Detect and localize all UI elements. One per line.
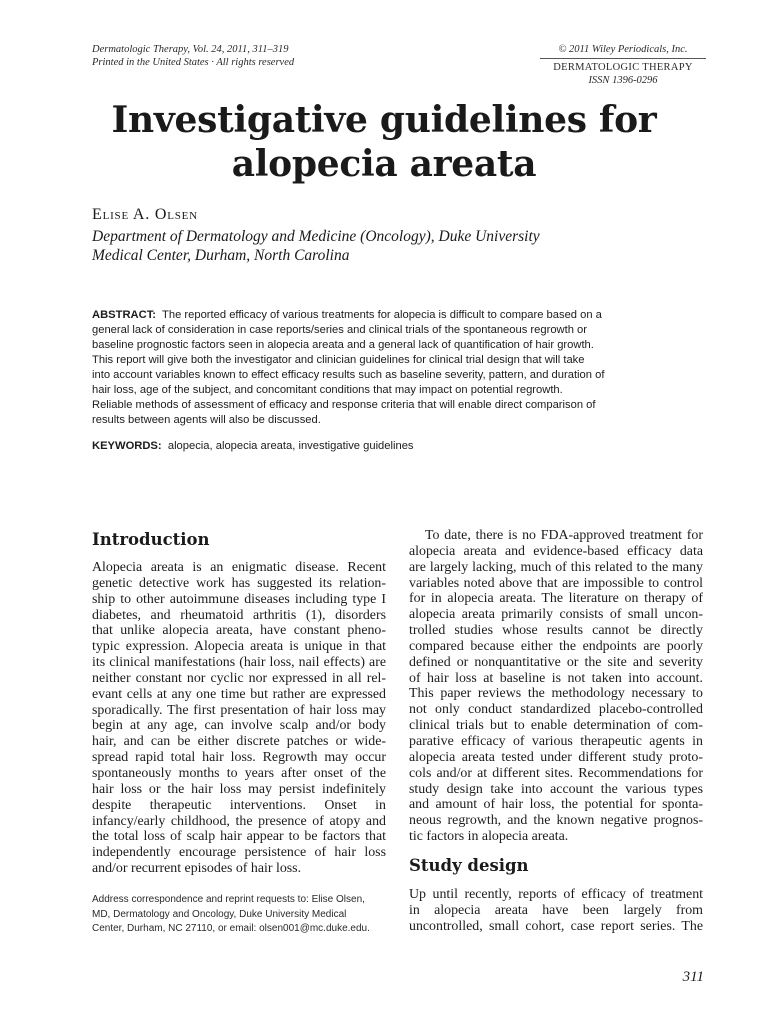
study-design-paragraph <box>409 887 703 935</box>
text-line: infancy/early childhood, the presence of atopy and <box>92 813 386 829</box>
text-line: uncontrolled, small cohort, case report series. The <box>409 918 703 934</box>
text-line: of hair loss at baseline is not taken into account. <box>409 670 703 686</box>
text-line: spontaneously months to years after onset of the <box>92 765 386 781</box>
text-line: alopecia areata and evidence-based efficacy data <box>409 543 703 559</box>
text-line: genetic detective work has suggested its relation- <box>92 575 386 591</box>
text-line: in alopecia areata have been largely from <box>409 902 703 918</box>
header-rule <box>540 58 706 59</box>
abstract-line: into account variables known to effect efficacy results such as baseline severity, pattern, and duration of <box>92 369 605 381</box>
text-line: parative efficacy of various therapeutic agents in <box>409 733 703 749</box>
abstract-line: hair loss, age of the subject, and concomitant conditions that may impact on potential regrowth. <box>92 384 563 396</box>
text-line: neither constant nor cyclic nor expressed in all rel- <box>92 670 386 686</box>
correspondence-line: Address correspondence and reprint requests to: Elise Olsen, <box>92 894 365 905</box>
section-heading-introduction: Introduction <box>92 530 210 549</box>
section-heading-study-design: Study design <box>409 856 529 875</box>
text-line: that unlike alopecia areata, have constant pheno- <box>92 623 386 639</box>
copyright-line: © 2011 Wiley Periodicals, Inc. <box>558 44 688 55</box>
right-column-paragraph <box>409 528 703 845</box>
text-line: clinical trials but to enable determination of com- <box>409 718 703 734</box>
correspondence-note <box>92 893 392 937</box>
author-affiliation <box>92 227 652 265</box>
affiliation-line: Medical Center, Durham, North Carolina <box>92 247 350 264</box>
keywords-text: alopecia, alopecia areata, investigative guidelines <box>167 440 414 452</box>
text-line: study design take into account the various types <box>409 781 703 797</box>
author-name: Elise A. Olsen <box>92 206 198 223</box>
text-line: the total loss of scalp hair appear to be factors that <box>92 829 386 845</box>
text-line: This paper reviews the methodology necessary to <box>409 686 703 702</box>
text-line: hair, and can be either discrete patches or wide- <box>92 734 386 750</box>
text-line: spread rapid total hair loss. Regrowth may occur <box>92 750 386 766</box>
text-line: Alopecia areata is an enigmatic disease. Recent <box>92 560 386 575</box>
title-line: Investigative guidelines for <box>111 99 657 141</box>
text-line: for in alopecia areata. The literature on therapy of <box>409 591 703 607</box>
text-line: Up until recently, reports of efficacy of treatment <box>409 887 703 902</box>
text-line: sporadically. The first presentation of hair loss may <box>92 702 386 718</box>
affiliation-line: Department of Dermatology and Medicine (Oncology), Duke University <box>92 228 540 245</box>
text-line: diabetes, and rheumatoid arthritis (1), disorders <box>92 607 386 623</box>
text-line: evant cells at any one time but rather are expressed <box>92 686 386 702</box>
text-line: not only conduct standardized placebo-controlled <box>409 702 703 718</box>
journal-name: DERMATOLOGIC THERAPY <box>553 62 693 73</box>
correspondence-line: Center, Durham, NC 27110, or email: olsen001@mc.duke.edu. <box>92 923 370 934</box>
abstract-line: This report will give both the investigator and clinician guidelines for clinical trial design that will take <box>92 354 585 366</box>
journal-header-right <box>540 43 706 87</box>
abstract-line: The reported efficacy of various treatments for alopecia is difficult to compare based on a <box>162 309 602 321</box>
text-line: and/or recurrent episodes of hair loss. <box>92 861 302 877</box>
printed-line: Printed in the United States · All rights reserved <box>92 57 295 68</box>
text-line: neous regrowth, and the known negative prognos- <box>409 813 703 829</box>
article-title <box>60 98 708 186</box>
keywords <box>92 439 414 454</box>
abstract-line: baseline prognostic factors seen in alopecia areata and a general lack of quantification of hair growth. <box>92 339 594 351</box>
text-line: ship to other autoimmune diseases including type I <box>92 591 386 607</box>
abstract-line: results between agents will also be discussed. <box>92 414 321 426</box>
title-line: alopecia areata <box>231 143 537 185</box>
keywords-label: KEYWORDS: <box>92 440 162 452</box>
text-line: are largely lacking, much of this related to the many <box>409 559 703 575</box>
text-line: begin at any age, can involve scalp and/or body <box>92 718 386 734</box>
text-line: To date, there is no FDA-approved treatment for <box>425 528 703 543</box>
text-line: alopecia areata tested under different study proto- <box>409 749 703 765</box>
text-line: and amount of hair loss, the potential for sponta- <box>409 797 703 813</box>
abstract-line: Reliable methods of assessment of efficacy and response criteria that will enable direct comparison of <box>92 399 596 411</box>
issn: ISSN 1396-0296 <box>588 75 658 86</box>
text-line: defined or nonquantitative or the site and severity <box>409 654 703 670</box>
text-line: hair loss or the hair loss may persist indefinitely <box>92 781 386 797</box>
text-line: typic expression. Alopecia areata is unique in that <box>92 639 386 655</box>
abstract <box>92 308 706 428</box>
text-line: cols and/or at different sites. Recommendations for <box>409 765 703 781</box>
introduction-paragraph <box>92 560 386 877</box>
journal-citation: Dermatologic Therapy, Vol. 24, 2011, 311–319 <box>92 44 289 55</box>
text-line: its clinical manifestations (hair loss, nail effects) are <box>92 655 386 671</box>
text-line: trolled studies whose results cannot be directly <box>409 623 703 639</box>
text-line: independently encourage persistence of hair loss <box>92 845 386 861</box>
abstract-label: ABSTRACT: <box>92 309 157 321</box>
correspondence-line: MD, Dermatology and Oncology, Duke University Medical <box>92 908 347 920</box>
abstract-line: general lack of consideration in case reports/series and clinical trials of the spontaneous regrowth or <box>92 324 588 336</box>
text-line: tic factors in alopecia areata. <box>409 829 569 845</box>
text-line: despite therapeutic interventions. Onset in <box>92 797 386 813</box>
text-line: variables noted above that are impossible to control <box>409 575 703 591</box>
text-line: compared because either the endpoints are poorly <box>409 638 703 654</box>
journal-header-left <box>92 43 294 69</box>
text-line: alopecia areata primarily consists of small uncon- <box>409 607 703 623</box>
page-number: 311 <box>682 969 704 985</box>
